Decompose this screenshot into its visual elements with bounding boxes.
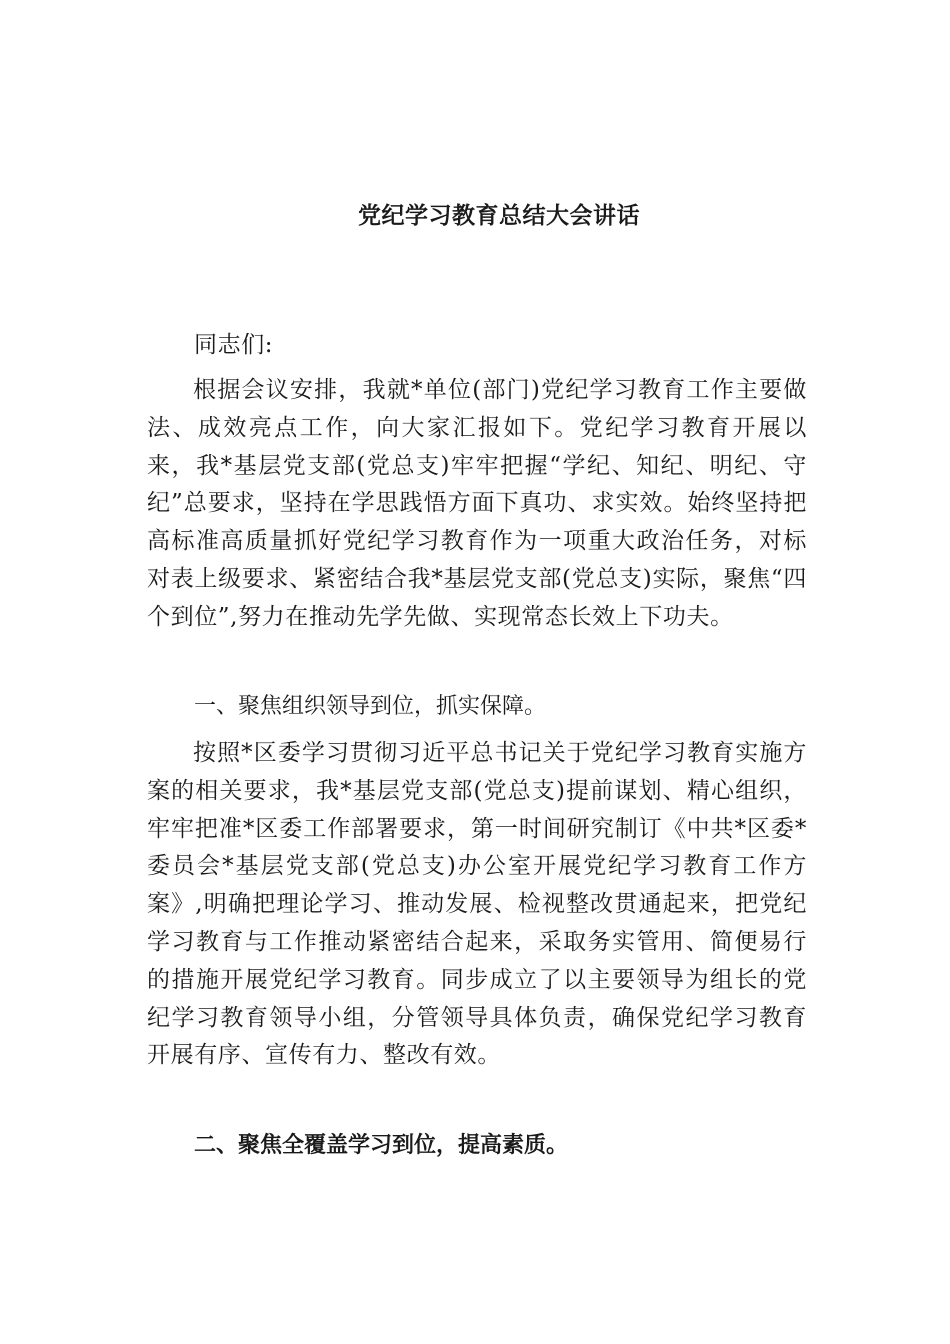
paragraph-section-1: 按照*区委学习贯彻习近平总书记关于党纪学习教育实施方案的相关要求，我*基层党支部(党总支)提前谋划、精心组织，牢牢把准*区委工作部署要求，第一时间研究制订《中共*区委*委员会*基层党支部(党总支)办公室开展党纪学习教育工作方案》,明确把理论学习、推动发展、检视整改贯通起来，把党纪学习教育与工作推动紧密结合起来，采取务实管用、简便易行的措施开展党纪学习教育。同步成立了以主要领导为组长的党纪学习教育领导小组，分管领导具体负责，确保党纪学习教育开展有序、宣传有力、整改有效。 <box>147 740 807 1069</box>
section-heading-2: 二、聚焦全覆盖学习到位，提高素质。 <box>194 1133 569 1158</box>
paragraph-intro: 根据会议安排，我就*单位(部门)党纪学习教育工作主要做法、成效亮点工作，向大家汇报如下。党纪学习教育开展以来，我*基层党支部(党总支)牢牢把握“学纪、知纪、明纪、守纪”总要求，坚持在学思践悟方面下真功、求实效。始终坚持把高标准高质量抓好党纪学习教育作为一项重大政治任务，对标对表上级要求、紧密结合我*基层党支部(党总支)实际，聚焦“四个到位”,努力在推动先学先做、实现常态长效上下功夫。 <box>147 377 807 630</box>
document-title: 党纪学习教育总结大会讲话 <box>358 203 640 229</box>
salutation: 同志们: <box>194 332 274 358</box>
section-heading-1: 一、聚焦组织领导到位，抓实保障。 <box>194 694 547 719</box>
